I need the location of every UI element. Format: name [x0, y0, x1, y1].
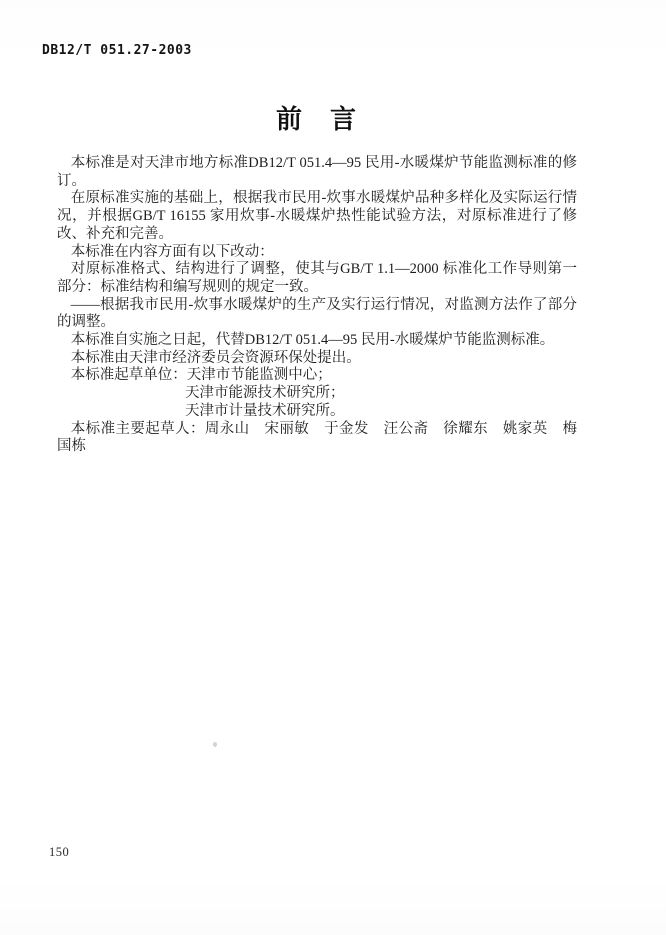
scan-speckle — [213, 742, 217, 747]
drafters-line: 本标准主要起草人：周永山 宋丽敏 于金发 汪公斋 徐耀东 姚家英 梅国栋 — [57, 420, 577, 455]
foreword-paragraph: 对原标准格式、结构进行了调整，使其与GB/T 1.1—2000 标准化工作导则第一部分：标准结构和编写规则的规定一致。 — [57, 261, 577, 295]
standard-number: DB12/T 051.27-2003 — [42, 43, 192, 58]
foreword-paragraph: 本标准自实施之日起，代替DB12/T 051.4—95 民用-水暖煤炉节能监测标准。 — [70, 332, 555, 349]
drafting-unit-line: 天津市计量技术研究所。 — [185, 402, 345, 419]
foreword-paragraph: 本标准由天津市经济委员会资源环保处提出。 — [70, 349, 361, 366]
foreword-paragraph: 本标准是对天津市地方标准DB12/T 051.4—95 民用-水暖煤炉节能监测标准的修订。 — [57, 155, 577, 189]
drafting-unit-line: 天津市能源技术研究所； — [185, 385, 345, 402]
page-number: 150 — [49, 845, 70, 859]
foreword-paragraph: 本标准在内容方面有以下改动： — [70, 243, 274, 260]
drafting-unit-line: 本标准起草单位：天津市节能监测中心； — [70, 367, 332, 384]
foreword-body — [57, 155, 577, 456]
foreword-paragraph: 在原标准实施的基础上，根据我市民用-炊事水暖煤炉品种多样化及实际运行情况，并根据GB/T 16155 家用炊事-水暖煤炉热性能试验方法，对原标准进行了修改、补充和完善。 — [57, 190, 577, 242]
page-title: 前 言 — [275, 105, 357, 134]
foreword-change-item: ——根据我市民用-炊事水暖煤炉的生产及实行运行情况，对监测方法作了部分的调整。 — [57, 296, 577, 331]
